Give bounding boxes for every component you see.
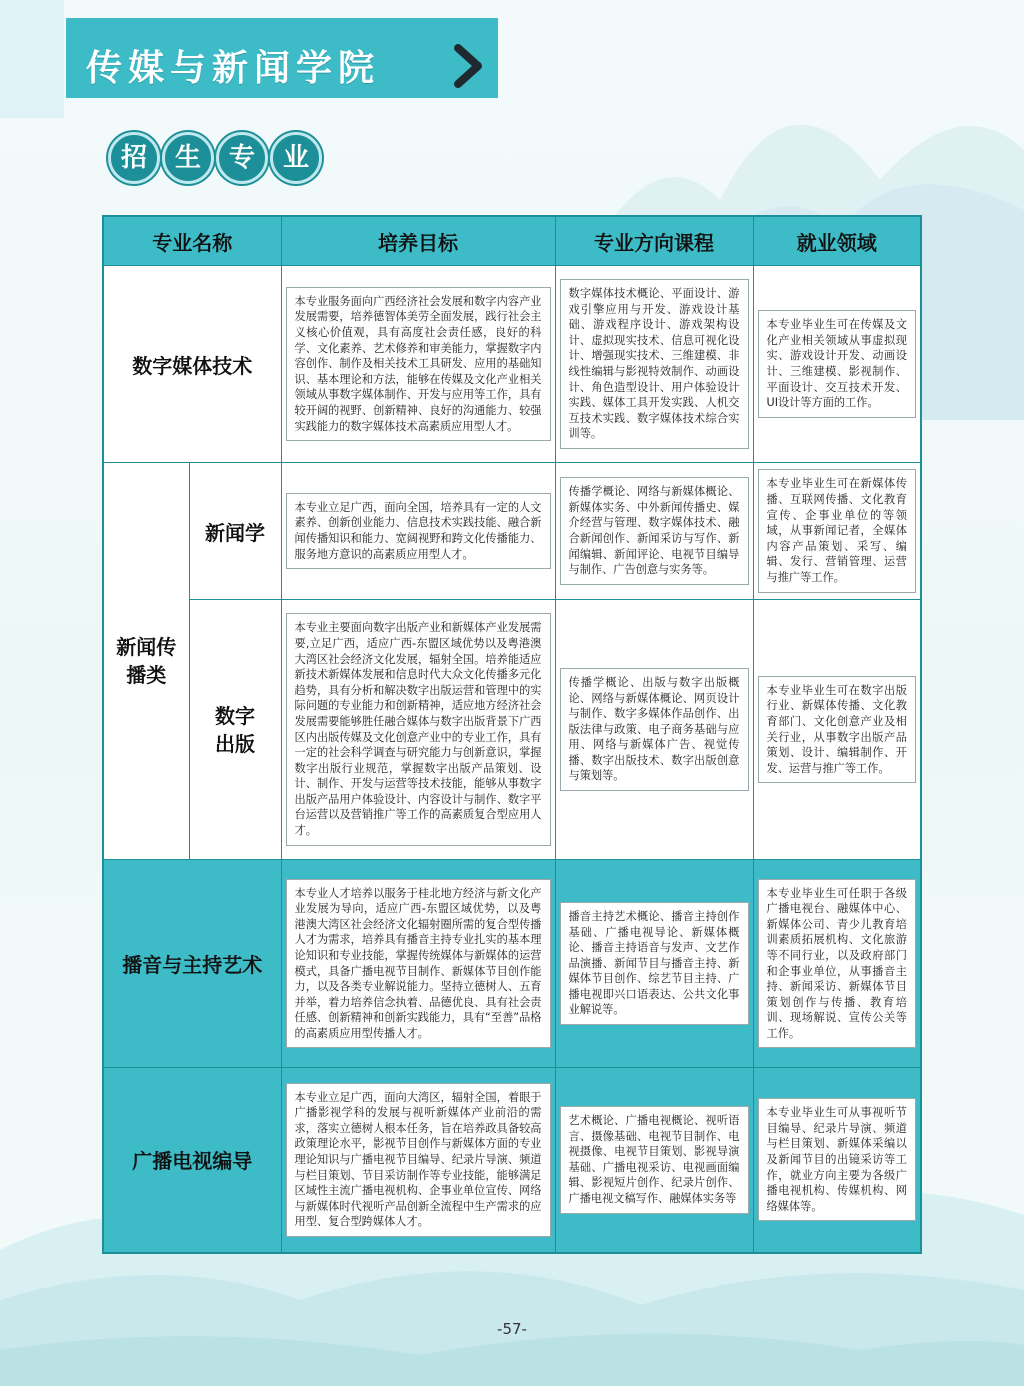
- table-row: [103, 1068, 921, 1253]
- table-row: [103, 600, 921, 860]
- major-name: 播音与主持艺术: [103, 860, 281, 1068]
- jobs-text: 本专业毕业生可任职于各级广播电视台、融媒体中心、新媒体公司、青少儿教育培训素质拓展机构、文化旅游等不同行业，以及政府部门和企事业单位，从事播音主持、新闻采访、新媒体节目策划创作与传播、教育培训、现场解说、宣传公关等工作。: [758, 879, 917, 1049]
- page-title: 传媒与新闻学院: [86, 48, 381, 89]
- table-row: [103, 463, 921, 600]
- major-name: 新闻学: [189, 463, 281, 600]
- chevron-right-icon: [448, 42, 492, 90]
- jobs-text: 本专业毕业生可在新媒体传播、互联网传播、文化教育宣传、企事业单位的等领域，从事新闻记者，全媒体内容产品策划、采写、编辑、发行、营销管理、运营与推广等工作。: [758, 469, 917, 592]
- courses-text: 播音主持艺术概论、播音主持创作基础、广播电视导论、新媒体概论、播音主持语音与发声、文艺作品演播、新闻节目与播音主持、新媒体节目创作、综艺节目主持、广播电视即兴口语表达、公共文化事业解说等。: [560, 902, 749, 1025]
- goal-text: 本专业立足广西，面向全国，培养具有一定的人文素养、创新创业能力、信息技术实践技能、融合新闻传播知识和能力、宽阔视野和跨文化传播能力、服务地方意识的高素质应用型人才。: [286, 493, 551, 569]
- side-accent-strip: [0, 0, 64, 118]
- courses-text: 数字媒体技术概论、平面设计、游戏引擎应用与开发、游戏设计基础、游戏程序设计、游戏架构设计、虚拟现实技术、信息可视化设计、增强现实技术、三维建模、非线性编辑与影视特效制作、动画设计、角色造型设计、用户体验设计实践、媒体工具开发实践、人机交互技术实践、数字媒体技术综合实训等。: [560, 279, 749, 449]
- courses-text: 艺术概论、广播电视概论、视听语言、摄像基础、电视节目制作、电视摄像、电视节目策划、影视导演基础、广播电视采访、电视画面编辑、影视短片创作、纪录片创作、广播电视文稿写作、融媒体实务等: [560, 1106, 749, 1214]
- major-name: 数字出版: [189, 600, 281, 860]
- jobs-text: 本专业毕业生可从事视听节目编导、纪录片导演、频道与栏目策划、新媒体采编以及新闻节目的出镜采访等工作，就业方向主要为各级广播电视机构、传媒机构、网络媒体等。: [758, 1098, 917, 1221]
- table-row: [103, 266, 921, 463]
- courses-text: 传播学概论、网络与新媒体概论、新媒体实务、中外新闻传播史、媒介经营与管理、数字媒体技术、融合新闻创作、新闻采访与写作、新闻编辑、新闻评论、电视节目编导与制作、广告创意与实务等。: [560, 477, 749, 585]
- heading-char: 招: [108, 132, 160, 184]
- goal-text: 本专业主要面向数字出版产业和新媒体产业发展需要,立足广西，适应广西-东盟区域优势以及粤港澳大湾区社会经济文化发展，辐射全国。培养能适应新技术新媒体发展和信息时代大众文化传播多元化趋势，具有分析和解决数字出版运营和管理中的实际问题的专业能力和创新精神，适应地方经济社会发展需要能够胜任融合媒体与数字出版背景下广西区内出版传媒及文化创意产业中的专业工作，具有一定的社会科学调查与研究能力与创新意识，掌握数字出版行业规范，掌握数字出版产品策划、设计、制作、开发与运营等技术技能，能够从事数字出版产品用户体验设计、内容设计与制作、数字平台运营以及营销推广等工作的高素质复合型应用人才。: [286, 613, 551, 845]
- major-name: 广播电视编导: [103, 1068, 281, 1253]
- page-number: -57-: [497, 1320, 527, 1338]
- table-row: [103, 860, 921, 1068]
- courses-text: 传播学概论、出版与数字出版概论、网络与新媒体概论、网页设计与制作、数字多媒体作品创作、出版法律与政策、电子商务基础与应用、网络与新媒体广告、视觉传播、数字出版技术、数字出版创意与策划等。: [560, 668, 749, 791]
- jobs-text: 本专业毕业生可在数字出版行业、新媒体传播、文化教育部门、文化创意产业及相关行业，从事数字出版产品策划、设计、编辑制作、开发、运营与推广等工作。: [758, 676, 917, 784]
- col-header-courses: 专业方向课程: [555, 216, 753, 266]
- jobs-text: 本专业毕业生可在传媒及文化产业相关领域从事虚拟现实、游戏设计开发、动画设计、三维建模、影视制作、平面设计、交互技术开发、UI设计等方面的工作。: [758, 310, 917, 418]
- goal-text: 本专业人才培养以服务于桂北地方经济与新文化产业发展为导向，适应广西-东盟区域优势，以及粤港澳大湾区社会经济文化辐射圈所需的复合型传播人才为需求，培养具有播音主持专业扎实的基本理论知识和专业技能，掌握传统媒体与新媒体的运营模式，具备广播电视节目制作、新媒体节目创作能力，以及各类专业解说能力。坚持立德树人、五育并举，着力培养信念执着、品德优良、具有社会责任感、创新精神和创新实践能力，具有“至善”品格的高素质应用型传播人才。: [286, 879, 551, 1049]
- section-heading: [108, 132, 324, 184]
- heading-char: 专: [216, 132, 268, 184]
- goal-text: 本专业服务面向广西经济社会发展和数字内容产业发展需要，培养德智体美劳全面发展，践行社会主义核心价值观，具有高度社会责任感，良好的科学、文化素养、艺术修养和审美能力，掌握数字内容创作、制作及相关技术工具研发、应用的基础知识、基本理论和方法，能够在传媒及文化产业相关领域从事数字媒体制作、开发与应用等工作，具有较开阔的视野、创新精神、良好的沟通能力、较强实践能力的数字媒体技术高素质应用型人才。: [286, 287, 551, 441]
- col-header-goal: 培养目标: [281, 216, 555, 266]
- goal-text: 本专业立足广西，面向大湾区，辐射全国，着眼于广播影视学科的发展与视听新媒体产业前沿的需求，落实立德树人根本任务，旨在培养政具备较高政策理论水平，影视节目创作与新媒体方面的专业理论知识与广播电视节目编导、纪录片导演、频道与栏目策划、节目采访制作等专业技能，能够满足区域性主流广播电视机构、企事业单位宣传、网络与新媒体时代视听产品创新全流程中生产需求的应用型、复合型跨媒体人才。: [286, 1083, 551, 1237]
- col-header-jobs: 就业领域: [753, 216, 921, 266]
- majors-table: [102, 215, 922, 1254]
- col-header-major: 专业名称: [103, 216, 281, 266]
- heading-char: 业: [270, 132, 322, 184]
- major-group-name: 新闻传播类: [103, 463, 189, 860]
- major-name: 数字媒体技术: [103, 266, 281, 463]
- heading-char: 生: [162, 132, 214, 184]
